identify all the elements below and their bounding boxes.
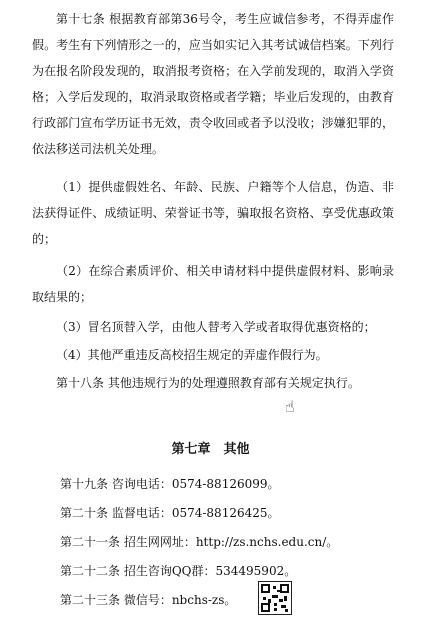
item-3: （3）冒名顶替入学，由他人替考入学或者取得优惠资格的； xyxy=(56,320,376,334)
article-17: 第十七条 根据教育部第36号令，考生应诚信参考，不得弄虚作假。考生有下列情形之一的，应当如实记入其考试诚信档案。下列行为在报名阶段发现的，取消报考资格；在入学前发现的，取消入学资格；入学后发现的，取消录取资格或者学籍；毕业后发现的，由教育行政部门宣布学历证书无效，责令收回或者予以没收；涉嫌犯罪的，依法移送司法机关处理。 xyxy=(32,12,394,156)
contact-value: 0574-88126099。 xyxy=(171,477,280,491)
contact-label: 第二十二条 招生咨询QQ群： xyxy=(60,564,216,578)
contact-label: 第十九条 咨询电话： xyxy=(60,477,172,491)
contact-value: 534495902。 xyxy=(215,564,297,578)
contact-label: 第二十一条 招生网网址： xyxy=(60,535,196,549)
qr-code-icon xyxy=(258,581,292,615)
contact-label: 第二十条 监督电话： xyxy=(60,506,172,520)
contact-line-supervise xyxy=(60,503,400,523)
contact-line-wechat xyxy=(60,590,400,610)
item-4: （4）其他严重违反高校招生规定的弄虚作假行为。 xyxy=(56,348,328,362)
contact-line-phone xyxy=(60,474,400,494)
contact-line-qq xyxy=(60,561,400,581)
item-2: （2）在综合素质评价、相关申请材料中提供虚假材料、影响录取结果的； xyxy=(32,264,394,304)
website-link[interactable]: http://zs.nchs.edu.cn/。 xyxy=(195,535,339,549)
hand-pointer-icon: ☝ xyxy=(285,397,295,416)
contact-value: 0574-88126425。 xyxy=(171,506,280,520)
contact-label: 第二十三条 微信号： xyxy=(60,593,172,607)
contact-line-website xyxy=(60,532,400,552)
contact-value: nbchs-zs。 xyxy=(171,593,237,607)
chapter-title: 第七章 其他 xyxy=(171,442,250,457)
item-1: （1）提供虚假姓名、年龄、民族、户籍等个人信息，伪造、非法获得证件、成绩证明、荣誉证书等，骗取报名资格、享受优惠政策的； xyxy=(32,180,394,246)
article-18: 第十八条 其他违规行为的处理遵照教育部有关规定执行。 xyxy=(56,376,360,390)
